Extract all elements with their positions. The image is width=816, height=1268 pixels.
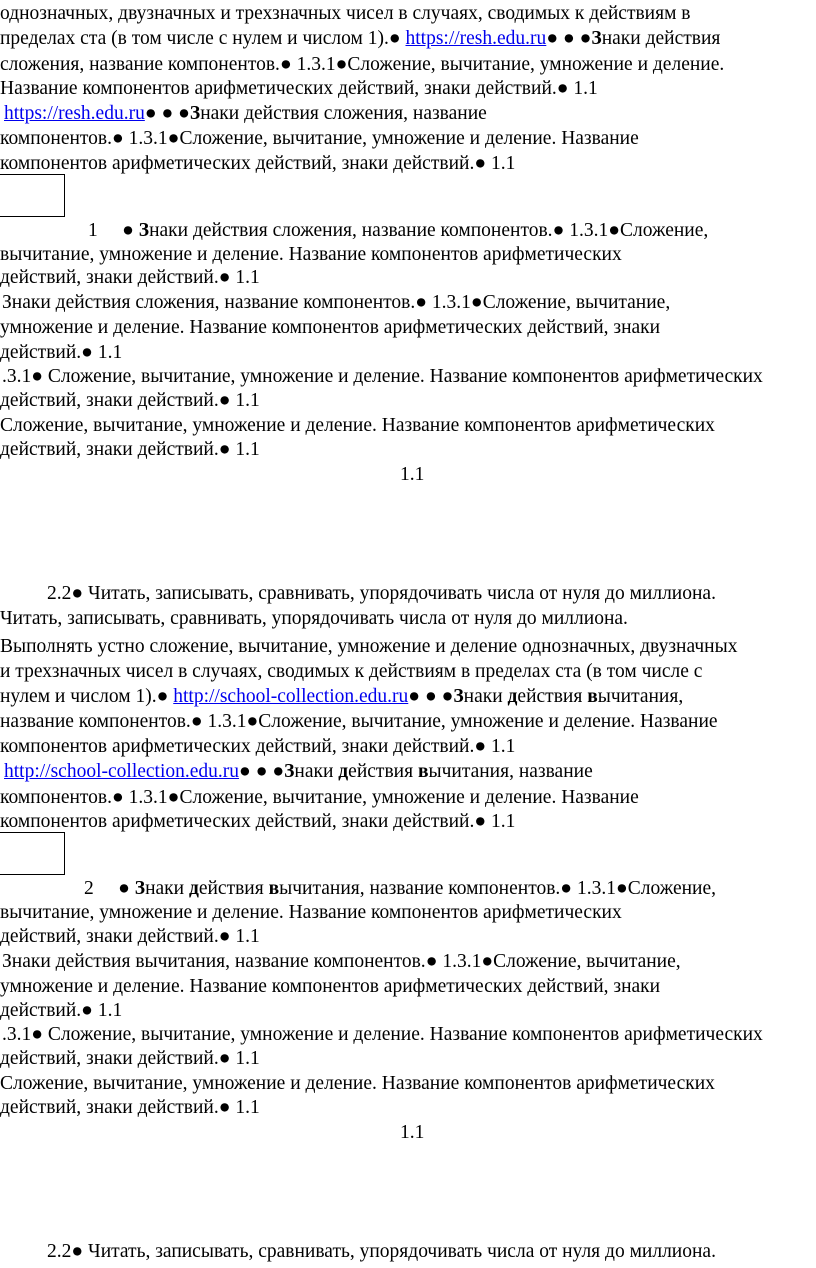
bullet-icon: ● [470,292,483,313]
text-line: компонентов арифметических действий, знаки действий.● 1.1 [0,153,516,174]
text-line: .3.1● Сложение, вычитание, умножение и деление. Название компонентов арифметических [2,366,763,387]
text-line: действий, знаки действий.● 1.1 [0,267,260,288]
empty-cell-box [0,832,65,875]
bullet-icon: ● [408,686,421,707]
bullet-icon: ● [71,1241,84,1262]
bullet-icon: ● [218,439,231,460]
text-line: действий, знаки действий.● 1.1 [0,1048,260,1069]
bullet-icon: ● [218,1097,231,1118]
text-line: умножение и деление. Название компонентов арифметических действий, знаки [0,317,661,338]
bullet-icon: ● [474,811,487,832]
school-collection-link[interactable]: http://school-collection.edu.ru [173,686,409,707]
empty-cell-box [0,174,65,217]
bullet-icon: ● [144,103,157,124]
bullet-icon: ● [552,220,565,241]
bullet-icon: ● [118,878,130,899]
bullet-icon: ● [218,267,231,288]
bullet-icon: ● [560,878,573,899]
bullet-icon: ● [218,1048,231,1069]
text-line: пределах ста (в том числе с нулем и числом 1).● https://resh.edu.ru● ● ●Знаки действия [0,28,721,49]
text-line: Сложение, вычитание, умножение и деление. Название компонентов арифметических [0,415,715,436]
centered-value: 1.1 [400,1122,425,1143]
bullet-icon: ● [441,686,454,707]
bullet-icon: ● [31,366,44,387]
text-line: 1 ● Знаки действия сложения, название компонентов.● 1.3.1●Сложение, [88,220,709,241]
bullet-icon: ● [424,686,437,707]
centered-value: 1.1 [400,464,425,485]
text-line: вычитание, умножение и деление. Название компонентов арифметических [0,244,622,265]
text-line: Знаки действия сложения, название компонентов.● 1.3.1●Сложение, вычитание, [2,292,671,313]
bullet-icon: ● [178,103,190,124]
text-line: компонентов.● 1.3.1●Сложение, вычитание, умножение и деление. Название [0,128,639,149]
text-line: действий, знаки действий.● 1.1 [0,926,260,947]
bullet-icon: ● [562,28,575,49]
text-line: однозначных, двузначных и трехзначных чисел в случаях, сводимых к действиям в [0,3,691,24]
text-line: действий, знаки действий.● 1.1 [0,390,260,411]
text-line: действий.● 1.1 [0,342,123,363]
bullet-icon: ● [279,54,292,75]
bullet-icon: ● [81,1000,93,1021]
bullet-icon: ● [71,583,84,604]
bullet-icon: ● [579,28,592,49]
bullet-icon: ● [335,54,348,75]
text-line: Выполнять устно сложение, вычитание, умножение и деление однозначных, двузначных [0,636,738,657]
school-collection-link[interactable]: http://school-collection.edu.ru [4,761,240,782]
text-line: Читать, записывать, сравнивать, упорядочивать числа от нуля до миллиона. [0,608,628,629]
text-line: Сложение, вычитание, умножение и деление. Название компонентов арифметических [0,1073,715,1094]
bullet-icon: ● [556,78,569,99]
text-line: и трехзначных чисел в случаях, сводимых к действиям в пределах ста (в том числе с [0,661,703,682]
bullet-icon: ● [546,28,559,49]
bullet-icon: ● [474,736,487,757]
text-line: действий.● 1.1 [0,1000,123,1021]
text-line: http://school-collection.edu.ru● ● ●Знаки действия вычитания, название [4,761,593,782]
text-line: действий, знаки действий.● 1.1 [0,1097,260,1118]
bullet-icon: ● [167,128,180,149]
bullet-icon: ● [112,787,124,808]
text-line: действий, знаки действий.● 1.1 [0,439,260,460]
bullet-icon: ● [272,761,285,782]
bullet-icon: ● [474,153,487,174]
text-line: Знаки действия вычитания, название компонентов.● 1.3.1●Сложение, вычитание, [2,951,681,972]
bullet-icon: ● [161,103,174,124]
text-line: 2 ● Знаки действия вычитания, название компонентов.● 1.3.1●Сложение, [84,878,717,899]
bullet-icon: ● [190,711,203,732]
bullet-icon: ● [167,787,180,808]
bullet-icon: ● [615,878,628,899]
text-line: компонентов арифметических действий, знаки действий.● 1.1 [0,736,516,757]
bullet-icon: ● [122,220,134,241]
resh-link[interactable]: https://resh.edu.ru [4,103,145,124]
bullet-icon: ● [112,128,124,149]
resh-link[interactable]: https://resh.edu.ru [405,28,547,49]
bullet-icon: ● [31,1024,44,1045]
bullet-icon: ● [481,951,494,972]
text-line: название компонентов.● 1.3.1●Сложение, вычитание, умножение и деление. Название [0,711,718,732]
bullet-icon: ● [255,761,268,782]
section-heading: 2.2● Читать, записывать, сравнивать, упорядочивать числа от нуля до миллиона. [47,583,716,604]
text-line: сложения, название компонентов.● 1.3.1●Сложение, вычитание, умножение и деление. [0,54,725,75]
bullet-icon: ● [415,292,428,313]
bullet-icon: ● [425,951,438,972]
text-line: умножение и деление. Название компонентов арифметических действий, знаки [0,976,661,997]
text-line: компонентов.● 1.3.1●Сложение, вычитание, умножение и деление. Название [0,787,639,808]
bullet-icon: ● [81,342,93,363]
bullet-icon: ● [218,390,231,411]
bullet-icon: ● [218,926,231,947]
bullet-icon: ● [156,686,169,707]
text-line: Название компонентов арифметических действий, знаки действий.● 1.1 [0,78,598,99]
section-heading: 2.2● Читать, записывать, сравнивать, упорядочивать числа от нуля до миллиона. [47,1241,716,1262]
bullet-icon: ● [388,28,401,49]
text-line: https://resh.edu.ru● ● ●Знаки действия сложения, название [4,103,487,124]
text-line: нулем и числом 1).● http://school-collection.edu.ru● ● ●Знаки действия вычитания, [0,686,684,707]
bullet-icon: ● [246,711,259,732]
bullet-icon: ● [608,220,620,241]
text-line: .3.1● Сложение, вычитание, умножение и деление. Название компонентов арифметических [2,1024,763,1045]
text-line: компонентов арифметических действий, знаки действий.● 1.1 [0,811,516,832]
text-line: вычитание, умножение и деление. Название компонентов арифметических [0,902,622,923]
bullet-icon: ● [239,761,251,782]
